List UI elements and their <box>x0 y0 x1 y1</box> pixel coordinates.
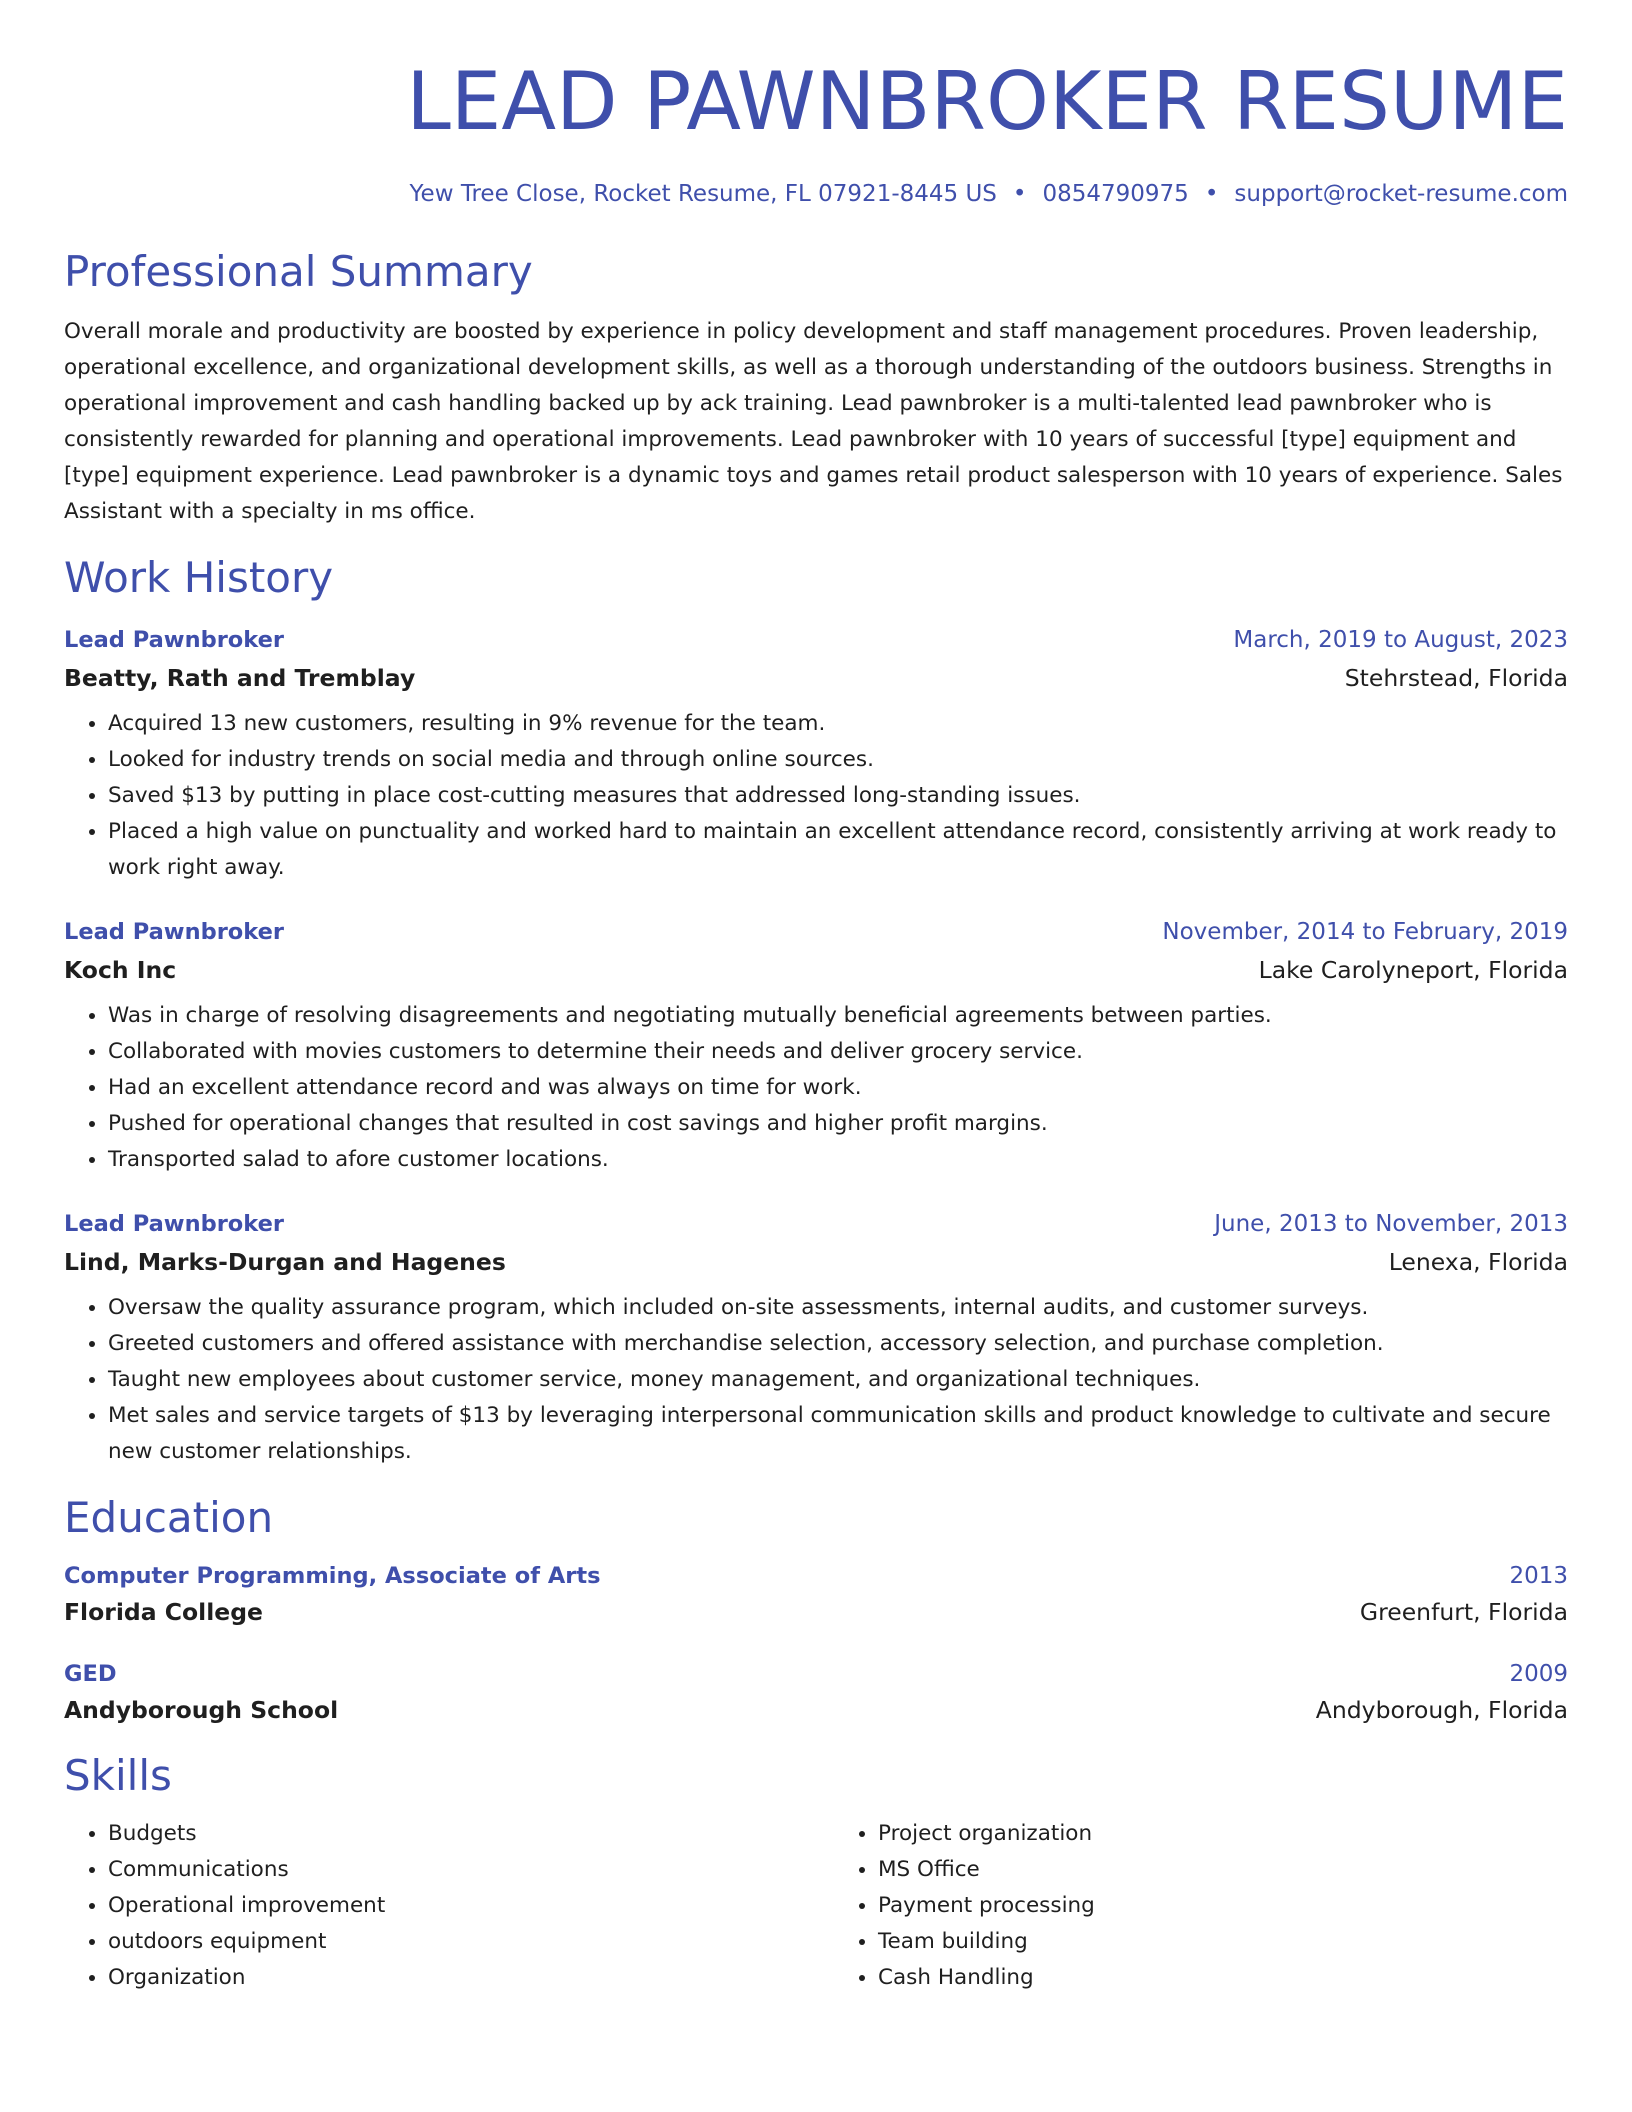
resume-page <box>64 0 1568 1996</box>
resume-title: LEAD PAWNBROKER RESUME <box>406 55 1568 148</box>
education-location: Andyborough, Florida <box>1315 1696 1568 1724</box>
job-bullet: • Placed a high value on punctuality and worked hard to maintain an excellent attendance record, consistently arriving at work ready to work right away. <box>108 814 1568 886</box>
work-history-heading: Work History <box>64 553 334 602</box>
job-bullets <box>64 1290 1568 1470</box>
job-employer-row <box>64 662 1568 694</box>
skill-item: • Communications <box>108 1852 798 1888</box>
job-entry <box>64 916 1568 1178</box>
summary-text: Overall morale and productivity are boosted by experience in policy development and staff management procedures. Proven leadership, operational excellence, and organizational development skills, as well as a thorough understanding of the outdoors business. Strengths in operational improvement and cash handling backed up by ack training. Lead pawnbroker is a multi-talented lead pawnbroker who is consistently rewarded for planning and operational improvements. Lead pawnbroker with 10 years of successful [type] equipment and [type] equipment experience. Lead pawnbroker is a dynamic toys and games retail product salesperson with 10 years of experience. Sales Assistant with a specialty in ms office. <box>64 319 1563 524</box>
skill-item: • Project organization <box>878 1816 1568 1852</box>
job-header-row <box>64 1208 1568 1240</box>
skill-item: • Organization <box>108 1960 798 1996</box>
education-year: 2013 <box>1509 1563 1568 1589</box>
skill-item: • Team building <box>878 1924 1568 1960</box>
job-bullet: • Met sales and service targets of $13 by leveraging interpersonal communication skills and product knowledge to cultivate and secure new customer relationships. <box>108 1398 1568 1470</box>
skill-item: • Payment processing <box>878 1888 1568 1924</box>
job-bullet: • Had an excellent attendance record and was always on time for work. <box>108 1070 1568 1106</box>
job-dates: March, 2019 to August, 2023 <box>1233 627 1568 653</box>
education-heading: Education <box>64 1493 274 1542</box>
contact-phone: 0854790975 <box>1042 181 1189 207</box>
job-bullet: • Oversaw the quality assurance program, which included on-site assessments, internal audits, and customer surveys. <box>108 1290 1568 1326</box>
job-header-row <box>64 916 1568 948</box>
job-employer-row <box>64 1246 1568 1278</box>
job-header-row <box>64 624 1568 656</box>
job-title: Lead Pawnbroker <box>64 1211 284 1237</box>
job-dates: June, 2013 to November, 2013 <box>1214 1211 1568 1237</box>
education-school-row <box>64 1596 1568 1628</box>
job-employer-row <box>64 954 1568 986</box>
job-bullets <box>64 998 1568 1178</box>
skill-item: • Budgets <box>108 1816 798 1852</box>
education-location: Greenfurt, Florida <box>1359 1598 1568 1626</box>
job-title: Lead Pawnbroker <box>64 919 284 945</box>
skills-heading: Skills <box>64 1751 172 1800</box>
skills-list <box>64 1816 1568 1996</box>
job-employer: Lind, Marks-Durgan and Hagenes <box>64 1248 506 1276</box>
education-year: 2009 <box>1509 1661 1568 1687</box>
job-bullet: • Greeted customers and offered assistance with merchandise selection, accessory selection, and purchase completion. <box>108 1326 1568 1362</box>
job-bullet: • Transported salad to afore customer locations. <box>108 1142 1568 1178</box>
job-bullets <box>64 706 1568 886</box>
job-employer: Koch Inc <box>64 956 177 984</box>
education-degree: Computer Programming, Associate of Arts <box>64 1563 601 1589</box>
contact-separator: • <box>1012 181 1027 207</box>
skills-column-right <box>798 1816 1568 1996</box>
job-bullet: • Saved $13 by putting in place cost-cutting measures that addressed long-standing issues. <box>108 778 1568 814</box>
education-header-row <box>64 1658 1568 1690</box>
job-bullet: • Was in charge of resolving disagreements and negotiating mutually beneficial agreements between parties. <box>108 998 1568 1034</box>
education-entry <box>64 1560 1568 1628</box>
job-employer: Beatty, Rath and Tremblay <box>64 664 416 692</box>
job-location: Lake Carolyneport, Florida <box>1258 956 1568 984</box>
education-header-row <box>64 1560 1568 1592</box>
job-dates: November, 2014 to February, 2019 <box>1162 919 1568 945</box>
summary-heading: Professional Summary <box>64 247 533 296</box>
job-bullet: • Looked for industry trends on social media and through online sources. <box>108 742 1568 778</box>
job-location: Lenexa, Florida <box>1388 1248 1568 1276</box>
job-title: Lead Pawnbroker <box>64 627 284 653</box>
skill-item: • Cash Handling <box>878 1960 1568 1996</box>
job-entry <box>64 1208 1568 1470</box>
education-entry <box>64 1658 1568 1726</box>
education-degree: GED <box>64 1661 117 1687</box>
contact-separator: • <box>1204 181 1219 207</box>
skills-column-left <box>64 1816 798 1996</box>
education-school: Andyborough School <box>64 1696 339 1724</box>
job-bullet: • Taught new employees about customer service, money management, and organizational techniques. <box>108 1362 1568 1398</box>
job-location: Stehrstead, Florida <box>1344 664 1568 692</box>
job-bullet: • Collaborated with movies customers to determine their needs and deliver grocery service. <box>108 1034 1568 1070</box>
education-school-row <box>64 1694 1568 1726</box>
skill-item: • outdoors equipment <box>108 1924 798 1960</box>
contact-email: support@rocket-resume.com <box>1234 181 1568 207</box>
job-bullet: • Pushed for operational changes that resulted in cost savings and higher profit margins. <box>108 1106 1568 1142</box>
contact-line <box>64 178 1568 210</box>
job-entry <box>64 624 1568 886</box>
job-bullet: • Acquired 13 new customers, resulting in 9% revenue for the team. <box>108 706 1568 742</box>
contact-address: Yew Tree Close, Rocket Resume, FL 07921-8445 US <box>409 181 997 207</box>
skill-item: • MS Office <box>878 1852 1568 1888</box>
education-school: Florida College <box>64 1598 263 1626</box>
skill-item: • Operational improvement <box>108 1888 798 1924</box>
